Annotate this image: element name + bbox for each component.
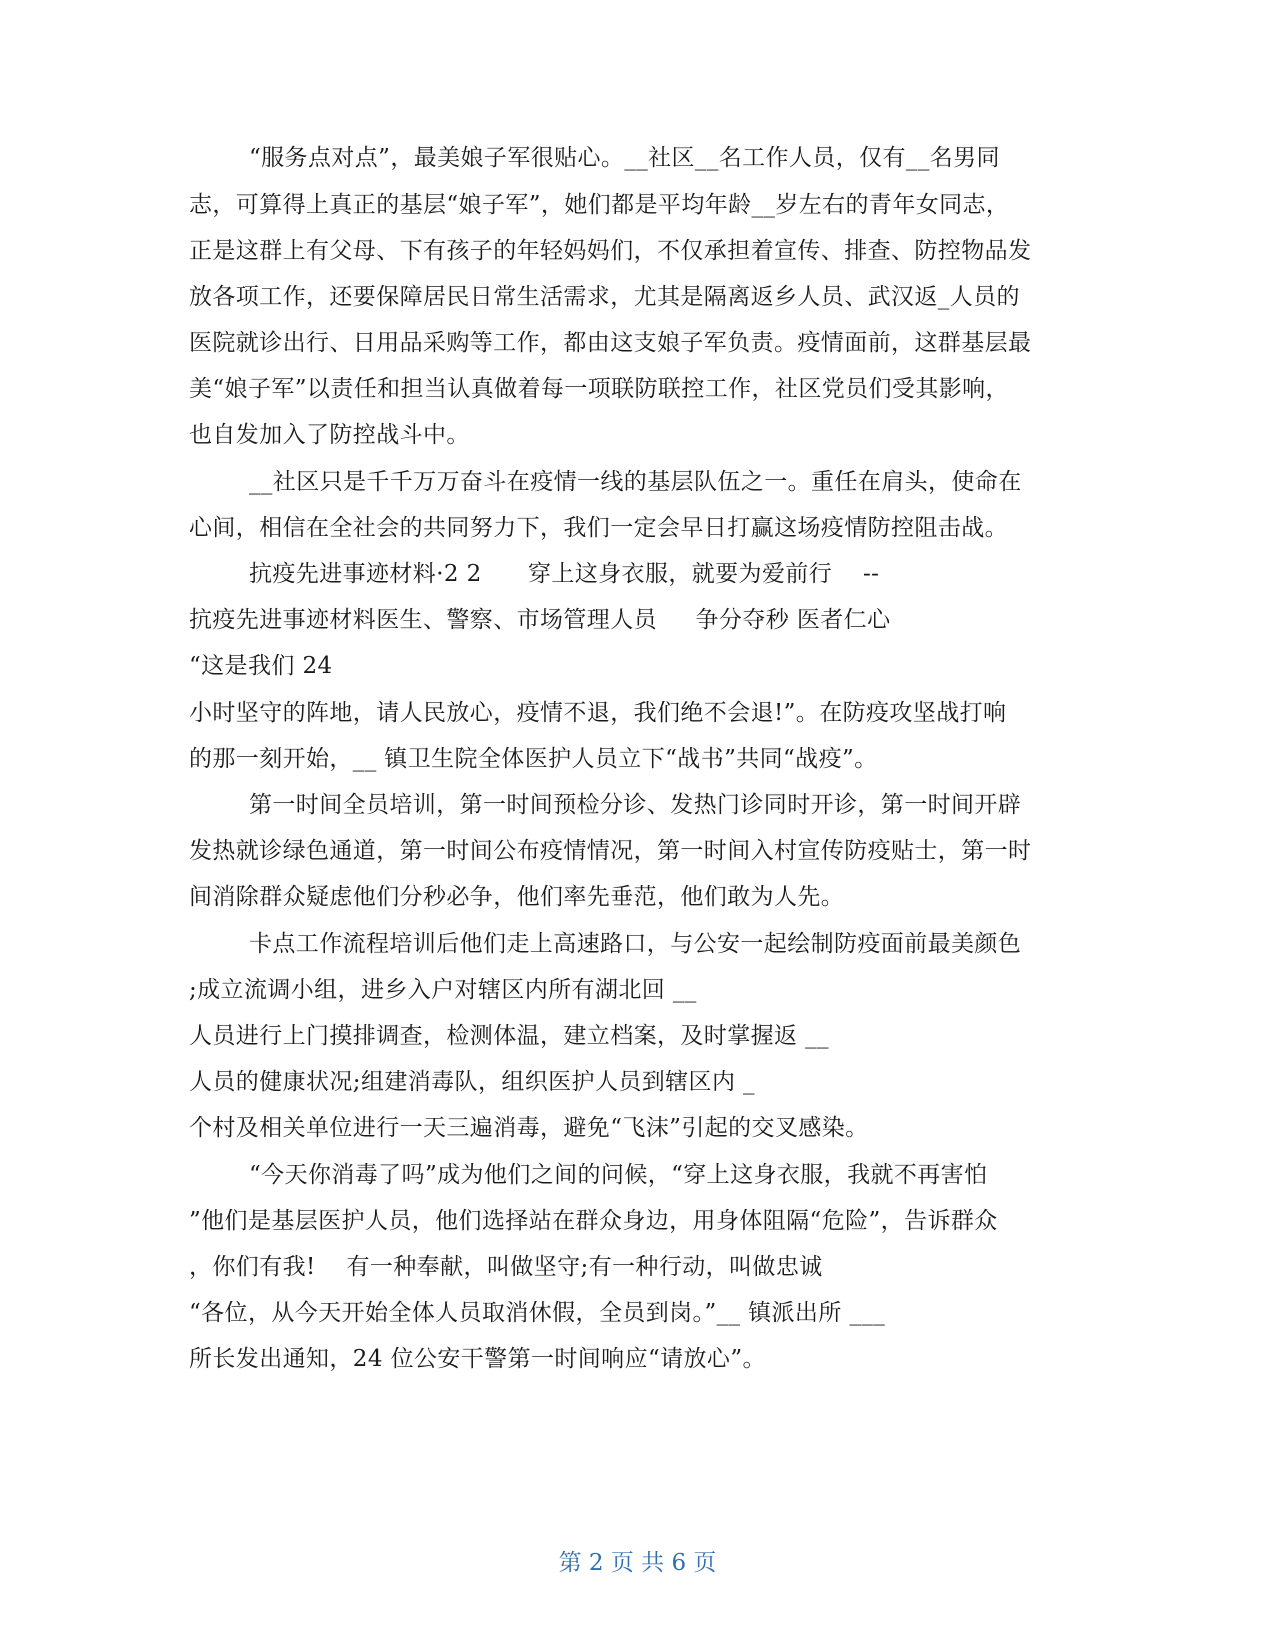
text-line: 放各项工作，还要保障居民日常生活需求，尤其是隔离返乡人员、武汉返_人员的 [189,284,1020,310]
text-line: “服务点对点”，最美娘子军很贴心。__社区__名工作人员，仅有__名男同 [249,145,1000,171]
text-line: 美“娘子军”以责任和担当认真做着每一项联防联控工作，社区党员们受其影响， [189,376,1009,402]
text-line: 所长发出通知，24 位公安干警第一时间响应“请放心”。 [189,1346,766,1372]
text-line: 也自发加入了防控战斗中。 [189,422,470,448]
text-line: 人员进行上门摸排调查，检测体温，建立档案，及时掌握返 __ [189,1023,829,1049]
text-line: 正是这群上有父母、下有孩子的年轻妈妈们，不仅承担着宣传、排查、防控物品发 [189,238,1032,264]
text-line: 个村及相关单位进行一天三遍消毒，避免“飞沫”引起的交叉感染。 [189,1115,869,1141]
text-line: 卡点工作流程培训后他们走上高速路口，与公安一起绘制防疫面前最美颜色 [249,931,1022,957]
text-line: 小时坚守的阵地，请人民放心，疫情不退，我们绝不会退!”。在防疫攻坚战打响 [189,700,1007,726]
text-line: 的那一刻开始，__ 镇卫生院全体医护人员立下“战书”共同“战疫”。 [189,746,878,772]
text-line: 心间，相信在全社会的共同努力下，我们一定会早日打赢这场疫情防控阻击战。 [189,515,1008,541]
text-line: ，你们有我! 有一种奉献，叫做坚守;有一种行动，叫做忠诚 [189,1254,823,1280]
text-line: 医院就诊出行、日用品采购等工作，都由这支娘子军负责。疫情面前，这群基层最 [189,330,1032,356]
text-line: 间消除群众疑虑他们分秒必争，他们率先垂范，他们敢为人先。 [189,884,845,910]
text-line: “各位，从今天开始全体人员取消休假，全员到岗。”__ 镇派出所 ___ [189,1300,886,1326]
text-line: 抗疫先进事迹材料医生、警察、市场管理人员 争分夺秒 医者仁心 [189,607,891,633]
text-line: “今天你消毒了吗”成为他们之间的问候，“穿上这身衣服，我就不再害怕 [249,1162,988,1188]
text-line: ”他们是基层医护人员，他们选择站在群众身边，用身体阻隔“危险”，告诉群众 [189,1208,998,1234]
text-line: 人员的健康状况;组建消毒队，组织医护人员到辖区内 _ [189,1069,755,1095]
text-line: 志，可算得上真正的基层“娘子军”，她们都是平均年龄__岁左右的青年女同志， [189,192,1010,218]
text-line: __社区只是千千万万奋斗在疫情一线的基层队伍之一。重任在肩头，使命在 [249,469,1022,495]
page-number-footer: 第 2 页 共 6 页 [558,1550,717,1576]
text-line: “这是我们 24 [189,653,333,679]
text-line: 抗疫先进事迹材料·2 2 穿上这身衣服，就要为爱前行 -- [249,561,880,587]
text-line: 第一时间全员培训，第一时间预检分诊、发热门诊同时开诊，第一时间开辟 [249,792,1022,818]
text-line: ;成立流调小组，进乡入户对辖区内所有湖北回 __ [189,977,697,1003]
text-line: 发热就诊绿色通道，第一时间公布疫情情况，第一时间入村宣传防疫贴士，第一时 [189,838,1032,864]
